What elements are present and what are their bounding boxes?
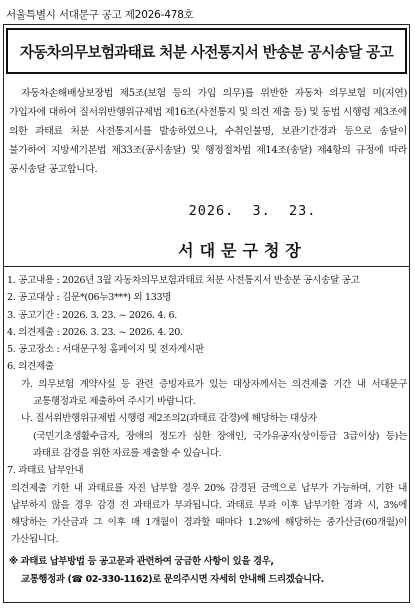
- item-content: 1. 공고내용 : 2026년 3월 자동차의무보험과태료 처분 사전통지서 반송분 공시송달 공고: [7, 275, 360, 286]
- item-payment-text: 의견제출 기한 내 과태료를 자진 납부할 경우 20% 감경된 금액으로 납부가 가능하며, 기한 내 납부하지 않을 경우 감경 전 과태료가 부과됩니다. 과태료 부과 이후 납부기한 경과 시, 3%에 해당하는 가산금과 그 이후 매 1개월이 경과할 때마다 1.2%에 해당하는 중가산금(60개월)이 가산됩니다.: [11, 482, 407, 546]
- issuer-name: 서대문구청장: [178, 241, 307, 260]
- notice-date: 2026. 3. 23.: [188, 203, 317, 219]
- item-opinion-heading: 6. 의견제출: [7, 361, 54, 373]
- contact-note-line2: 교통행정과 (☎ 02-330-1162)로 문의주시면 자세히 안내해 드리겠습니다.: [21, 574, 324, 585]
- item-opinion-na-detail: (국민기초생활수급자, 장애의 정도가 심한 장애인, 국가유공자(상이등급 3급이상) 등)는 과태료 감경을 위한 자료를 제출할 수 있습니다.: [33, 430, 407, 459]
- item-opinion-period: 4. 의견제출 : 2026. 3. 23. ~ 2026. 4. 20.: [7, 326, 183, 338]
- notice-items: [7, 272, 407, 549]
- contact-note-line1: ※ 과태료 납부방법 등 공고문과 관련하여 궁금한 사항이 있을 경우,: [9, 556, 274, 567]
- item-target: 2. 공고대상 : 김문*(06누3***) 외 133명: [7, 292, 172, 304]
- item-period: 3. 공고기간 : 2026. 3. 23. ~ 2026. 4. 6.: [7, 309, 177, 321]
- section-divider: [3, 266, 410, 267]
- item-opinion-ga: 가. 의무보험 계약사실 등 관련 증빙자료가 있는 대상자께서는 의견제출 기간 내 서대문구 교통행정과로 제출하여 주시기 바랍니다.: [21, 378, 407, 408]
- title-box: [6, 28, 407, 74]
- intro-paragraph: 자동차손해배상보장법 제5조(보험 등의 가입 의무)를 위반한 자동차 의무보험 미(지연)가입자에 대하여 질서위반행위규제법 제16조(사전통지 및 의견 제출 등) 및 동법 시행령 제3조에 의한 과태료 처분 사전통지서를 발송하였으나, 수취인불명, 보관기간경과 등으로 송달이 불가하여 지방세기본법 제33조(공시송달) 및 행정절차법 제14조(송달) 제4항의 규정에 따라 공시송달 공고합니다.: [9, 88, 407, 175]
- item-payment-heading: 7. 과태료 납부안내: [7, 465, 84, 477]
- notice-title: 자동차의무보험과태료 처분 사전통지서 반송분 공시송달 공고: [19, 43, 394, 61]
- notice-number: 서울특별시 서대문구 공고 제2026-478호: [6, 9, 194, 21]
- item-opinion-na: 나. 질서위반행위규제법 시행령 제2조의2(과태료 감경)에 해당하는 대상자: [21, 413, 317, 425]
- item-location: 5. 공고장소 : 서대문구청 홈페이지 및 전자게시판: [7, 344, 204, 356]
- contact-note: [9, 553, 407, 589]
